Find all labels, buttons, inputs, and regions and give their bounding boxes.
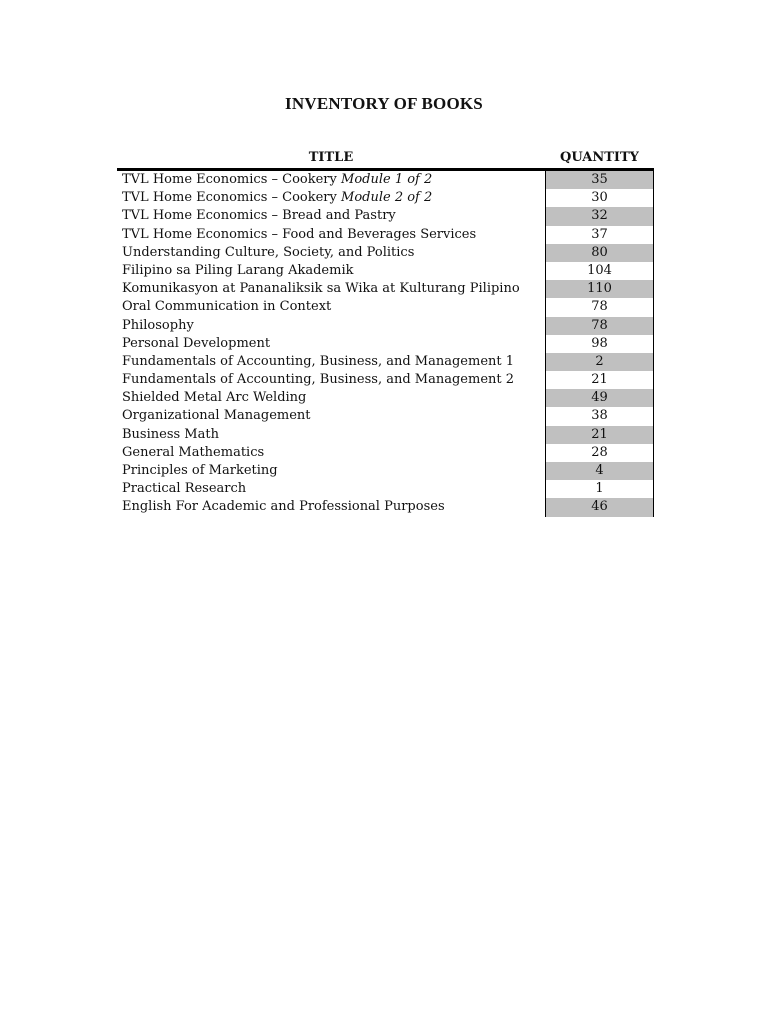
quantity-cell: 28	[545, 444, 654, 462]
book-title: TVL Home Economics – Food and Beverages Services	[122, 226, 477, 242]
table-row	[117, 226, 654, 244]
table-row	[117, 207, 654, 225]
book-title-cell	[117, 244, 545, 262]
book-title: Komunikasyon at Pananaliksik sa Wika at Kulturang Pilipino	[122, 281, 520, 297]
book-title: Practical Research	[122, 481, 247, 497]
book-title: TVL Home Economics – Cookery	[122, 172, 342, 187]
document-title: INVENTORY OF BOOKS	[285, 94, 483, 113]
book-title: General Mathematics	[122, 444, 265, 460]
quantity-cell: 110	[545, 280, 654, 298]
table-row	[117, 462, 654, 480]
book-title-cell	[117, 353, 545, 371]
book-title-cell	[117, 498, 545, 516]
table-row	[117, 389, 654, 407]
quantity-cell: 49	[545, 389, 654, 407]
book-title: TVL Home Economics – Cookery	[122, 190, 342, 206]
table-row	[117, 317, 654, 335]
table-row	[117, 244, 654, 262]
book-title: Understanding Culture, Society, and Politics	[122, 244, 415, 260]
book-title: Personal Development	[122, 335, 271, 351]
book-title-cell	[117, 207, 545, 225]
book-title-cell	[117, 426, 545, 444]
book-title: Philosophy	[122, 317, 194, 333]
table-row	[117, 262, 654, 280]
book-title-cell	[117, 480, 545, 498]
book-title-cell	[117, 407, 545, 425]
table-header	[117, 148, 654, 171]
table-row	[117, 189, 654, 207]
book-title-cell	[117, 371, 545, 389]
book-title: Fundamentals of Accounting, Business, and Management 1	[122, 353, 515, 369]
book-title: Fundamentals of Accounting, Business, and Management 2	[122, 372, 515, 388]
book-title-cell	[117, 389, 545, 407]
quantity-cell: 78	[545, 317, 654, 335]
book-title-module: Module 2 of 2	[341, 190, 433, 206]
book-title: Principles of Marketing	[122, 463, 278, 478]
quantity-cell: 21	[545, 371, 654, 389]
book-title-cell	[117, 335, 545, 353]
book-title-module: Module 1 of 2	[341, 172, 433, 187]
table-row	[117, 407, 654, 425]
book-title: Business Math	[122, 426, 219, 442]
quantity-cell: 78	[545, 298, 654, 316]
quantity-cell: 21	[545, 426, 654, 444]
book-title: English For Academic and Professional Purposes	[122, 499, 445, 515]
quantity-cell: 37	[545, 226, 654, 244]
quantity-cell: 32	[545, 207, 654, 225]
quantity-cell: 1	[545, 480, 654, 498]
book-title: Filipino sa Piling Larang Akademik	[122, 262, 354, 278]
quantity-cell: 46	[545, 498, 654, 516]
table-row	[117, 171, 654, 189]
book-title-cell	[117, 462, 545, 480]
quantity-cell: 30	[545, 189, 654, 207]
quantity-cell: 38	[545, 407, 654, 425]
table-row	[117, 480, 654, 498]
quantity-cell: 4	[545, 462, 654, 480]
book-title-cell	[117, 298, 545, 316]
book-title-cell	[117, 189, 545, 207]
book-title-cell	[117, 280, 545, 298]
book-title-cell	[117, 262, 545, 280]
table-row	[117, 426, 654, 444]
book-title: Organizational Management	[122, 408, 311, 424]
book-title-cell	[117, 444, 545, 462]
table-row	[117, 280, 654, 298]
header-quantity: QUANTITY	[560, 150, 639, 165]
table-body	[117, 171, 654, 517]
book-title: TVL Home Economics – Bread and Pastry	[122, 208, 396, 224]
book-title-cell	[117, 171, 545, 189]
book-title: Shielded Metal Arc Welding	[122, 390, 307, 406]
quantity-cell: 104	[545, 262, 654, 280]
quantity-cell: 80	[545, 244, 654, 262]
book-title-cell	[117, 226, 545, 244]
book-title-cell	[117, 317, 545, 335]
table-row	[117, 498, 654, 516]
quantity-cell: 2	[545, 353, 654, 371]
quantity-cell: 35	[545, 171, 654, 189]
table-row	[117, 371, 654, 389]
table-row	[117, 298, 654, 316]
table-row	[117, 444, 654, 462]
table-row	[117, 335, 654, 353]
quantity-cell: 98	[545, 335, 654, 353]
inventory-table	[117, 148, 654, 517]
table-row	[117, 353, 654, 371]
header-title: TITLE	[308, 150, 354, 165]
book-title: Oral Communication in Context	[122, 299, 332, 315]
